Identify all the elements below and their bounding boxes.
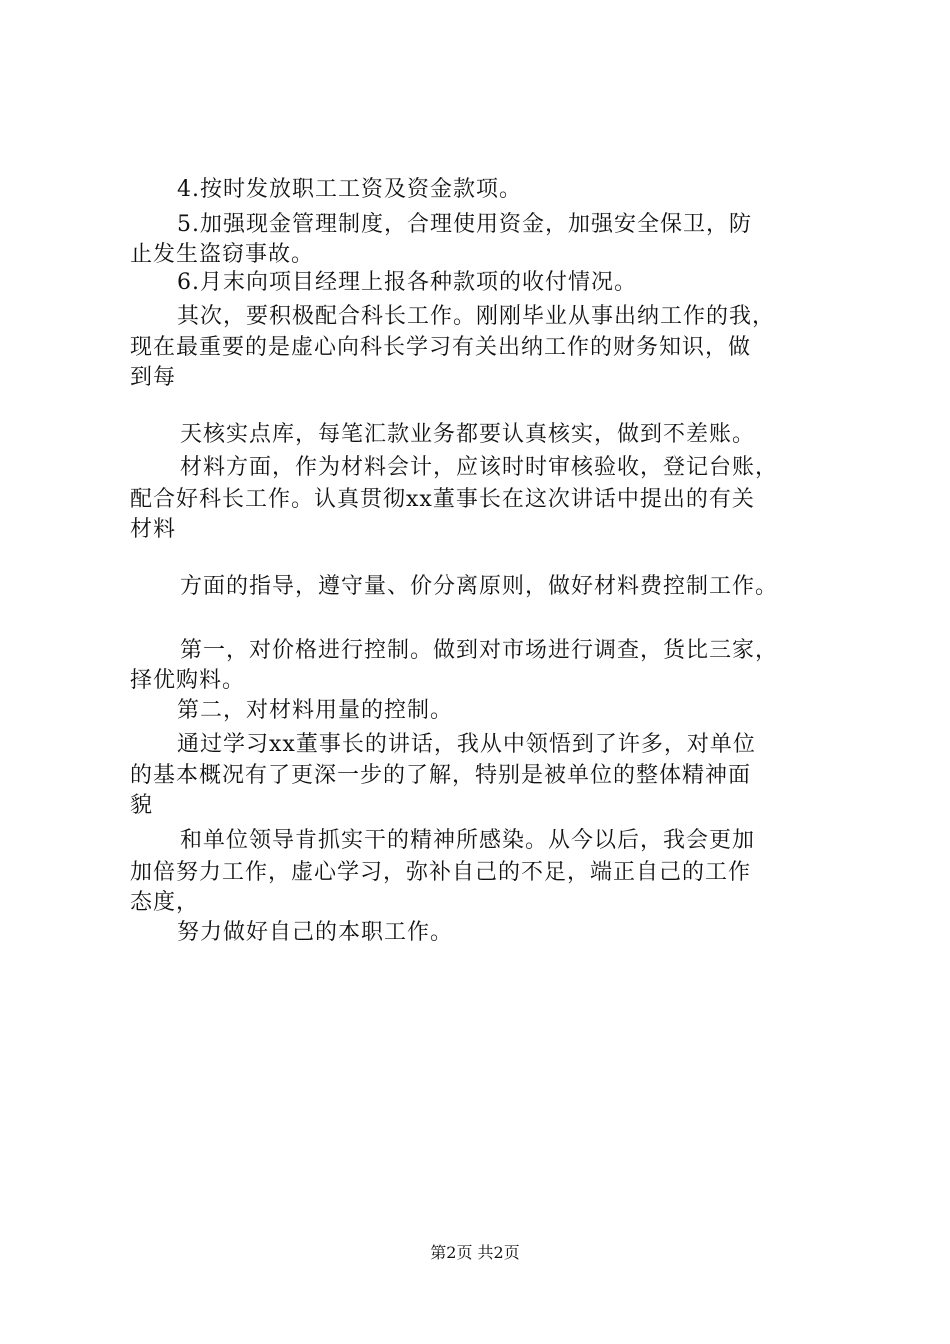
text-line: 加倍努力工作，虚心学习，弥补自己的不足，端正自己的工作 [130, 860, 752, 885]
text-line: 材料 [130, 517, 177, 542]
text-line: 的基本概况有了更深一步的了解，特别是被单位的整体精神面 [130, 763, 752, 788]
text-line: 4.按时发放职工工资及资金款项。 [177, 177, 522, 202]
text-line: 态度， [130, 890, 200, 915]
text-line: 方面的指导，遵守量、价分离原则，做好材料费控制工作。 [180, 574, 779, 599]
text-line: 5.加强现金管理制度，合理使用资金，加强安全保卫，防 [177, 212, 752, 237]
text-line: 貌 [130, 793, 154, 818]
text-line: 配合好科长工作。认真贯彻xx董事长在这次讲话中提出的有关 [130, 487, 755, 512]
text-line: 通过学习xx董事长的讲话，我从中领悟到了许多，对单位 [177, 732, 756, 757]
page-number-footer: 第2页 共2页 [430, 1243, 520, 1262]
text-line: 其次，要积极配合科长工作。刚刚毕业从事出纳工作的我， [177, 304, 776, 329]
text-line: 止发生盗窃事故。 [130, 242, 315, 267]
text-line: 材料方面，作为材料会计，应该时时审核验收，登记台账， [180, 455, 779, 480]
text-line: 现在最重要的是虚心向科长学习有关出纳工作的财务知识，做 [130, 335, 752, 360]
text-line: 努力做好自己的本职工作。 [177, 920, 454, 945]
text-line: 和单位领导肯抓实干的精神所感染。从今以后，我会更加 [180, 828, 756, 853]
text-line: 第二，对材料用量的控制。 [177, 698, 454, 723]
text-line: 择优购料。 [130, 668, 246, 693]
text-line: 第一，对价格进行控制。做到对市场进行调查，货比三家， [180, 638, 779, 663]
text-line: 6.月末向项目经理上报各种款项的收付情况。 [177, 270, 637, 295]
text-line: 天核实点库，每笔汇款业务都要认真核实，做到不差账。 [180, 422, 756, 447]
text-line: 到每 [130, 365, 177, 390]
